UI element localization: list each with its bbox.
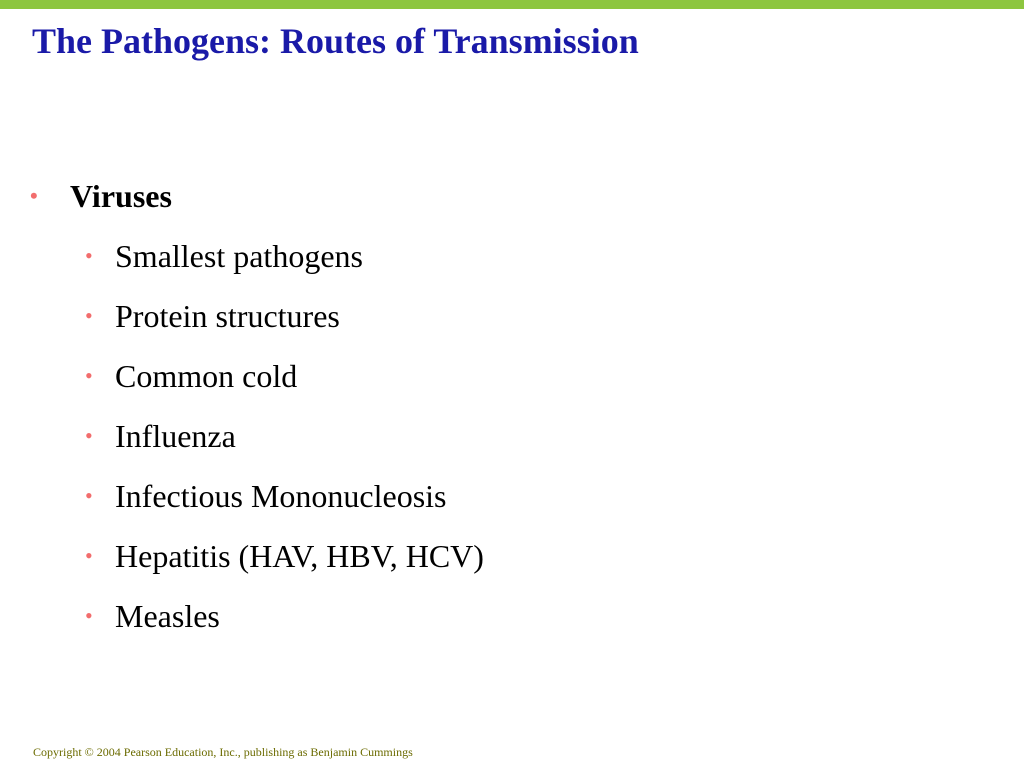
- bullet-icon: •: [85, 483, 93, 508]
- copyright-footer: Copyright © 2004 Pearson Education, Inc., publishing as Benjamin Cummings: [33, 745, 413, 759]
- sub-bullet-text: Hepatitis (HAV, HBV, HCV): [115, 538, 484, 574]
- bullet-icon: •: [85, 363, 93, 388]
- sub-bullet-text: Infectious Mononucleosis: [115, 478, 447, 514]
- sub-bullet-text: Smallest pathogens: [115, 238, 363, 274]
- top-accent-bar: [0, 0, 1024, 9]
- sub-bullet-text: Common cold: [115, 358, 298, 394]
- sub-bullet-text: Measles: [115, 598, 220, 634]
- bullet-icon: •: [85, 423, 93, 448]
- sub-bullet-text: Influenza: [115, 418, 236, 454]
- slide-title: The Pathogens: Routes of Transmission: [32, 21, 639, 61]
- bullet-icon: •: [85, 603, 93, 628]
- bullet-icon: •: [85, 243, 93, 268]
- bullet-icon: •: [30, 183, 38, 208]
- sub-bullet-text: Protein structures: [115, 298, 340, 334]
- bullet-text: Viruses: [70, 178, 172, 214]
- bullet-icon: •: [85, 303, 93, 328]
- bullet-icon: •: [85, 543, 93, 568]
